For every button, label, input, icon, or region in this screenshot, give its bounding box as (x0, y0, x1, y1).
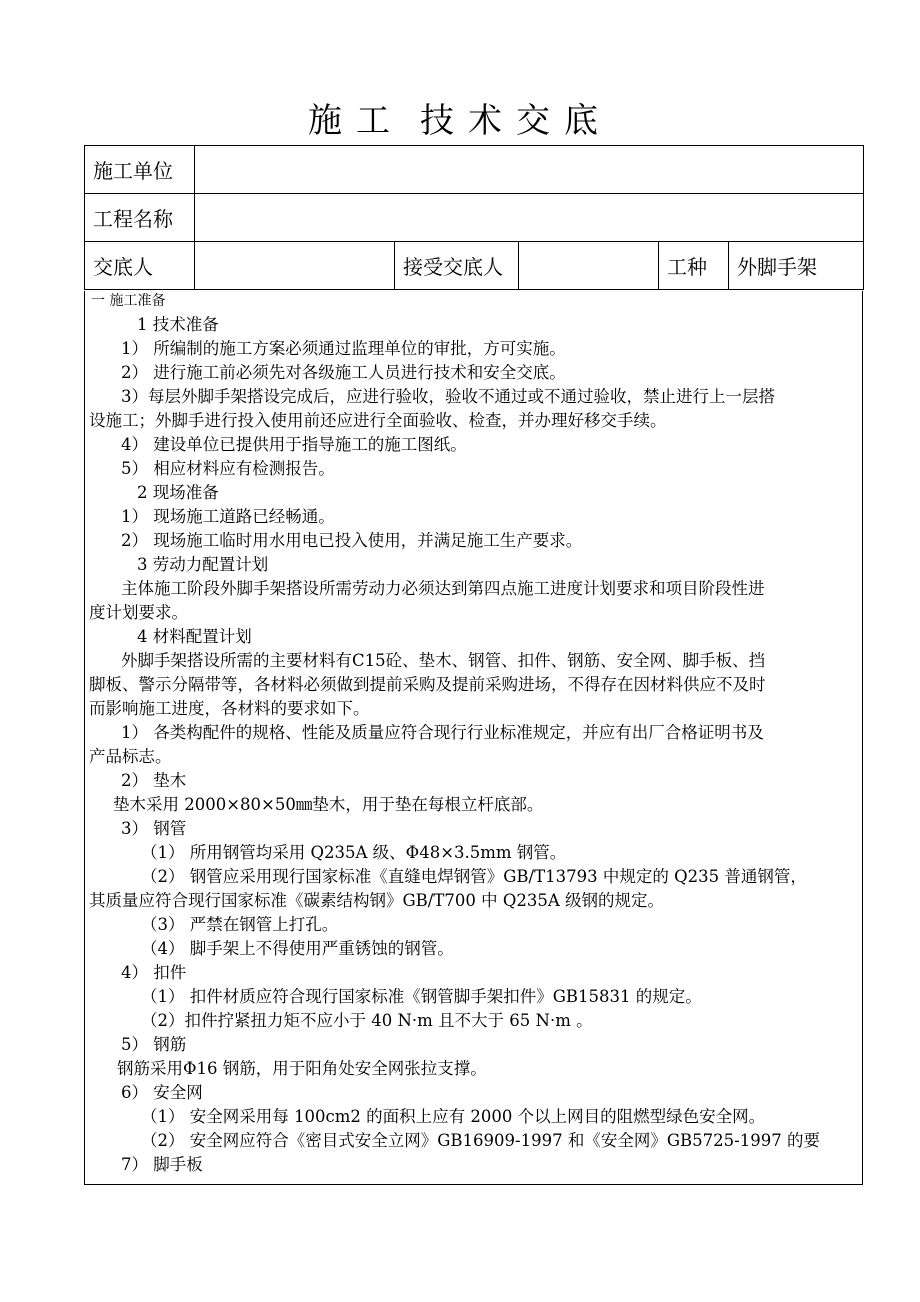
receiver-label: 接受交底人 (395, 242, 519, 290)
content-line: （2）扣件拧紧扭力矩不应小于 40 N·m 且不大于 65 N·m 。 (141, 1011, 593, 1030)
content-line: （4） 脚手架上不得使用严重锈蚀的钢管。 (141, 939, 454, 958)
unit-label: 施工单位 (85, 146, 195, 194)
content-line: 度计划要求。 (89, 603, 188, 622)
content-line: 2） 现场施工临时用水用电已投入使用，并满足施工生产要求。 (121, 531, 583, 550)
discloser-label: 交底人 (85, 242, 195, 290)
header-table (84, 145, 864, 290)
content-line: 2） 垫木 (121, 771, 187, 790)
content-box (84, 291, 863, 1185)
content-line: 1） 所编制的施工方案必须通过监理单位的审批，方可实施。 (121, 339, 566, 358)
content-line: 垫木采用 2000×80×50㎜垫木，用于垫在每根立杆底部。 (113, 795, 544, 814)
content-line: （1） 所用钢管均采用 Q235A 级、Φ48×3.5mm 钢管。 (141, 843, 567, 862)
content-line: 钢筋采用Φ16 钢筋，用于阳角处安全网张拉支撑。 (117, 1059, 487, 1078)
project-label: 工程名称 (85, 194, 195, 242)
title-part1: 施工 (308, 101, 404, 141)
header-row-people (85, 242, 864, 290)
content-line: 产品标志。 (89, 747, 172, 766)
unit-value (195, 146, 864, 194)
section-heading: 一 施工准备 (91, 293, 166, 309)
trade-value: 外脚手架 (729, 242, 864, 290)
content-line: 6） 安全网 (121, 1083, 203, 1102)
content-lines (89, 291, 859, 1177)
project-value (195, 194, 864, 242)
content-line: 1） 各类构配件的规格、性能及质量应符合现行行业标准规定，并应有出厂合格证明书及 (121, 723, 764, 742)
content-line: （1） 扣件材质应符合现行国家标准《钢管脚手架扣件》GB15831 的规定。 (141, 987, 702, 1006)
content-line: 5） 钢筋 (121, 1035, 187, 1054)
content-line: 主体施工阶段外脚手架搭设所需劳动力必须达到第四点施工进度计划要求和项目阶段性进 (121, 579, 765, 598)
content-line: 设施工；外脚手进行投入使用前还应进行全面验收、检查，并办理好移交手续。 (89, 411, 667, 430)
content-line: （2） 安全网应符合《密目式安全立网》GB16909-1997 和《安全网》GB5725-1997 的要 (141, 1131, 820, 1150)
content-line: 5） 相应材料应有检测报告。 (121, 459, 335, 478)
content-line: 而影响施工进度，各材料的要求如下。 (89, 699, 370, 718)
content-line: 1） 现场施工道路已经畅通。 (121, 507, 335, 526)
trade-label: 工种 (659, 242, 729, 290)
content-line: 其质量应符合现行国家标准《碳素结构钢》GB/T700 中 Q235A 级钢的规定。 (89, 891, 665, 910)
header-row-project (85, 194, 864, 242)
content-line: （3） 严禁在钢管上打孔。 (141, 915, 339, 934)
content-line: 3 劳动力配置计划 (137, 555, 269, 574)
content-line: 外脚手架搭设所需的主要材料有C15砼、垫木、钢管、扣件、钢筋、安全网、脚手板、挡 (121, 651, 766, 670)
content-line: 4） 扣件 (121, 963, 187, 982)
content-line: 脚板、警示分隔带等，各材料必须做到提前采购及提前采购进场，不得存在因材料供应不及时 (89, 675, 766, 694)
content-line: 3）每层外脚手架搭设完成后，应进行验收，验收不通过或不通过验收，禁止进行上一层搭 (121, 387, 775, 406)
content-line: 4） 建设单位已提供用于指导施工的施工图纸。 (121, 435, 467, 454)
receiver-value (519, 242, 659, 290)
content-line: 2） 进行施工前必须先对各级施工人员进行技术和安全交底。 (121, 363, 566, 382)
document-title (0, 96, 920, 146)
content-line: 2 现场准备 (137, 483, 219, 502)
content-line: （1） 安全网采用每 100cm2 的面积上应有 2000 个以上网目的阻燃型绿色安全网。 (141, 1107, 766, 1126)
content-line: 1 技术准备 (137, 315, 219, 334)
header-row-unit (85, 146, 864, 194)
discloser-value (195, 242, 395, 290)
content-line: （2） 钢管应采用现行国家标准《直缝电焊钢管》GB/T13793 中规定的 Q235 普通钢管， (141, 867, 807, 886)
content-line: 4 材料配置计划 (137, 627, 252, 646)
content-line: 7） 脚手板 (121, 1155, 203, 1174)
content-line: 3） 钢管 (121, 819, 187, 838)
title-part2: 技术交底 (420, 101, 612, 141)
